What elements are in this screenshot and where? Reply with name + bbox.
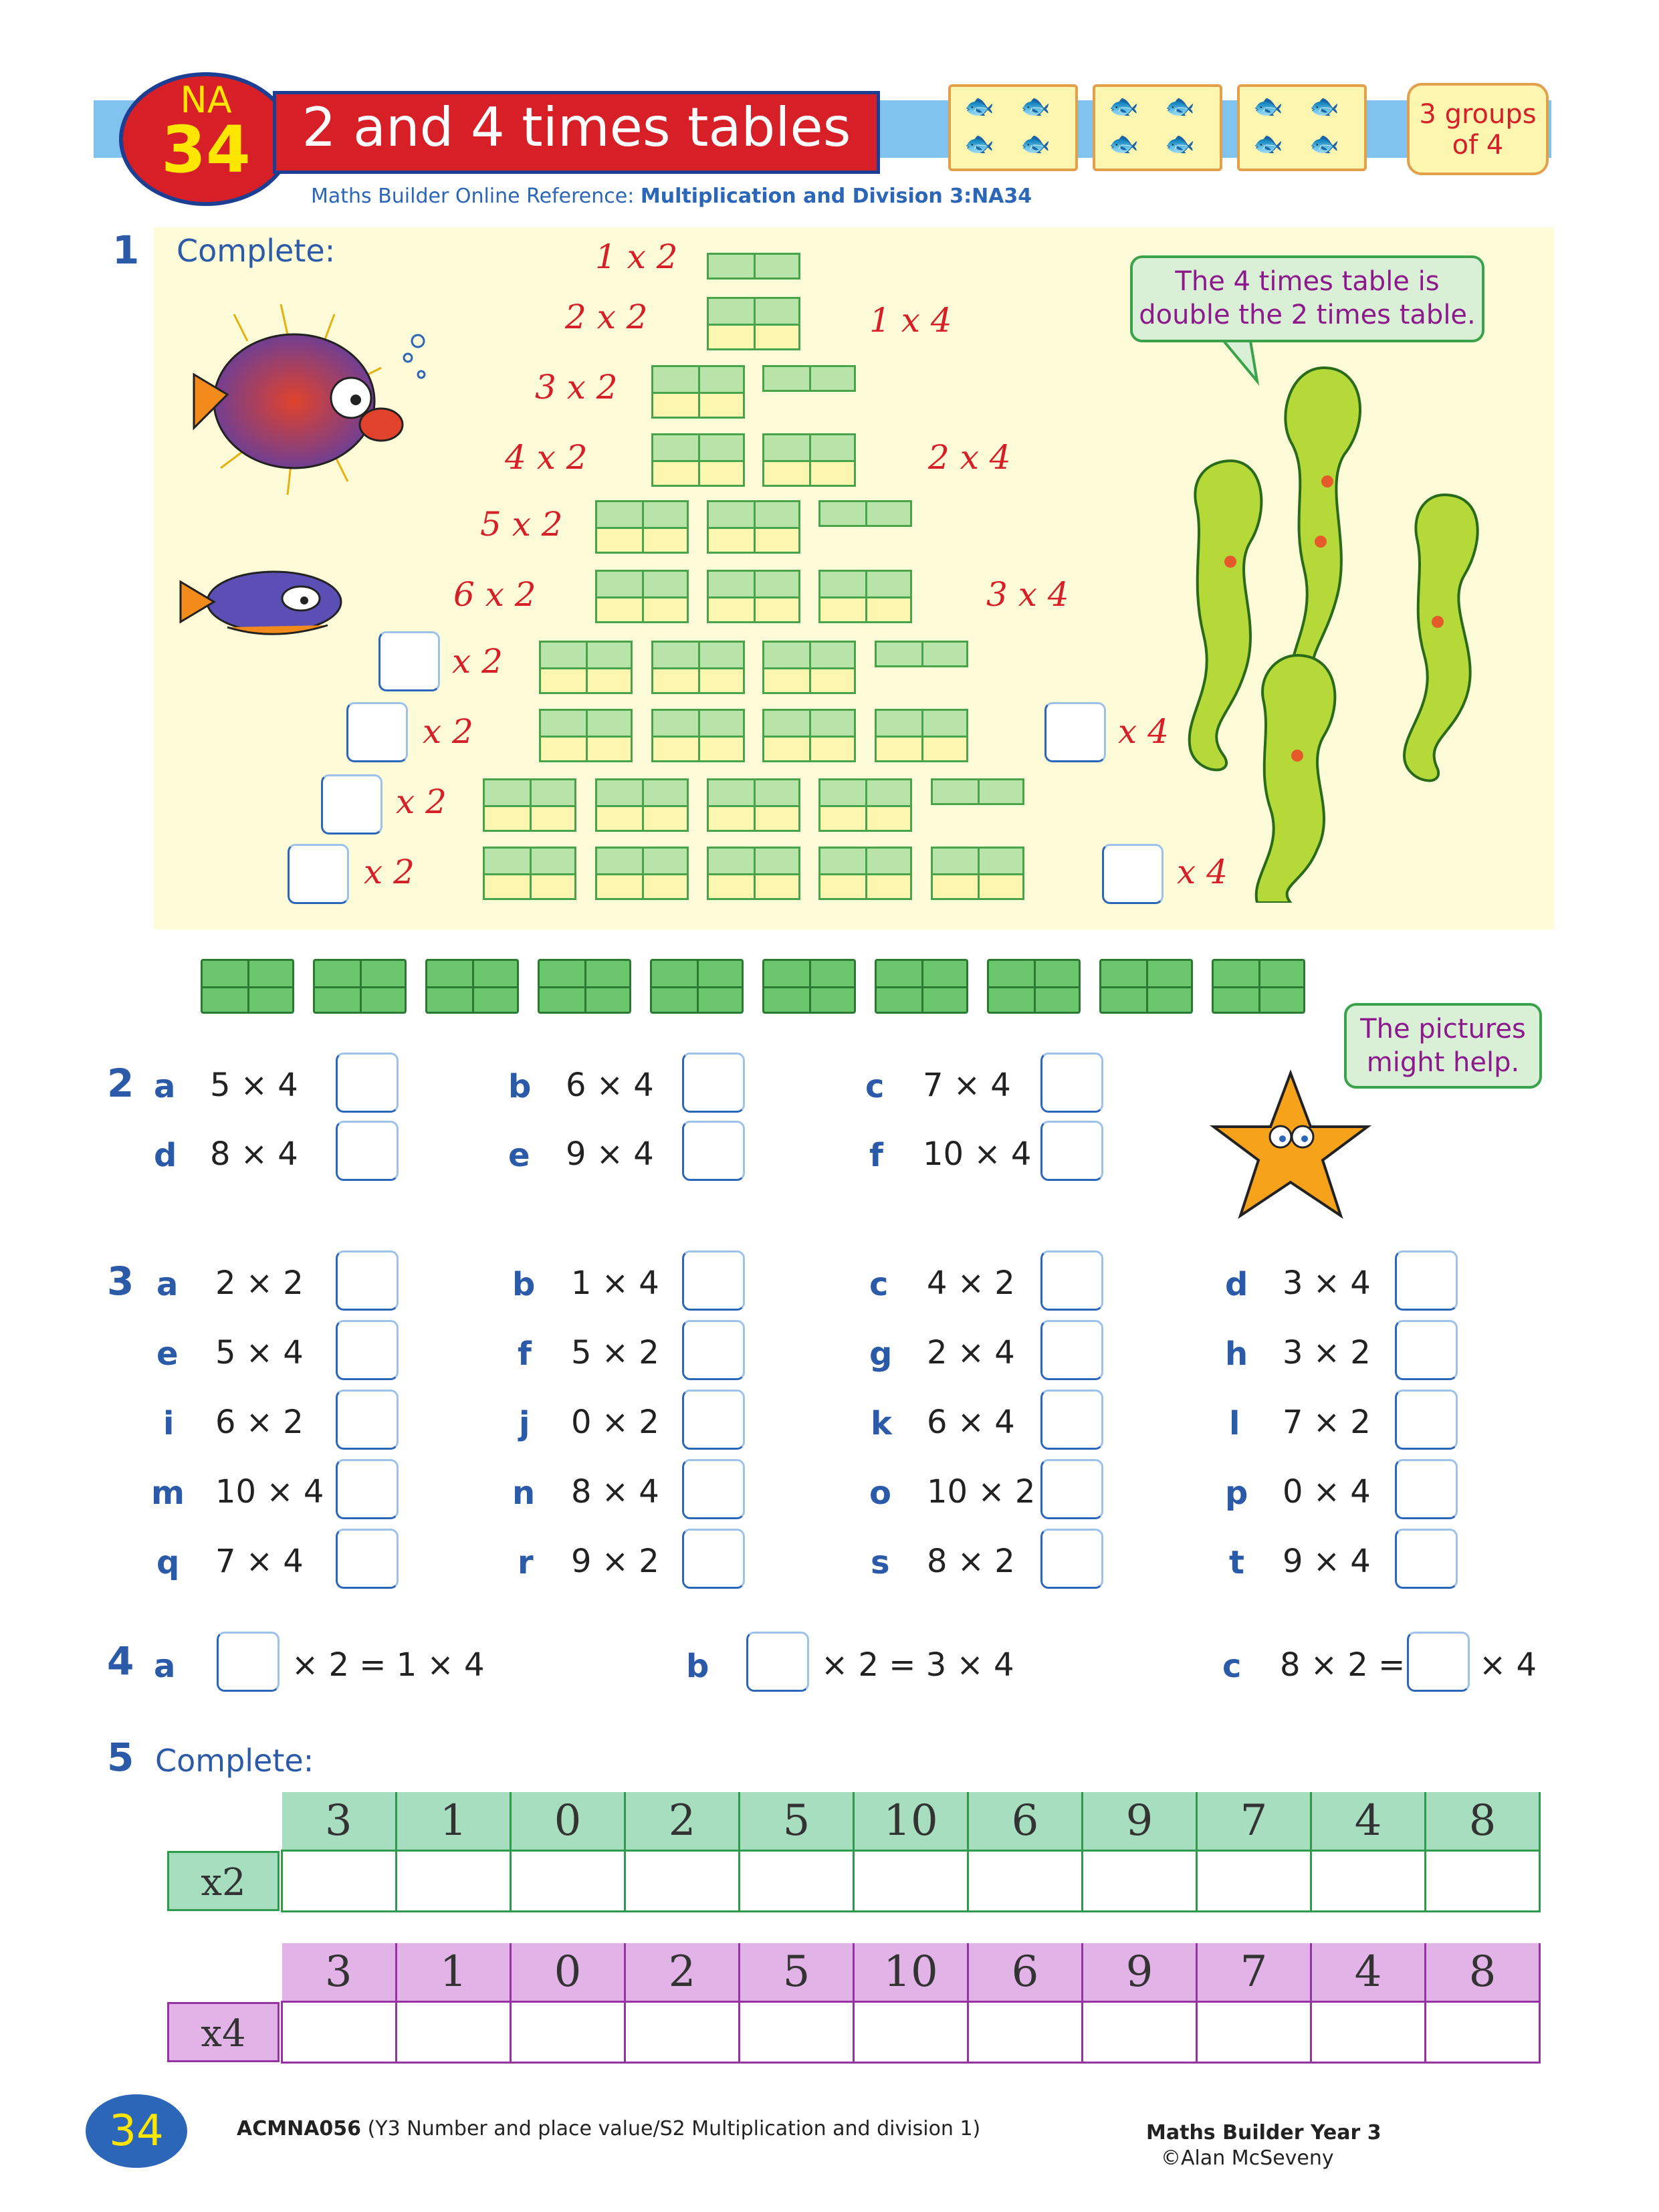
q3-expr-f: 5 × 2 (571, 1334, 659, 1371)
fish-icon: 🐟 (1165, 93, 1195, 120)
times2-table (281, 1792, 1541, 1912)
groups-label-line2: of 4 (1452, 130, 1504, 160)
fish-icon: 🐟 (1309, 93, 1339, 120)
times-label-6x2: 6 x 2 (453, 575, 536, 614)
times4-answer-cell[interactable] (1197, 2002, 1311, 2063)
pair-block (762, 709, 856, 762)
times4-header-cell: 2 (625, 1943, 740, 2002)
times-answer-box-8[interactable] (346, 702, 408, 762)
fish-group-3 (1237, 84, 1367, 171)
times-label-1x2: 1 x 2 (595, 237, 678, 276)
times2-header-cell: 1 (397, 1792, 511, 1851)
q3-answer-r[interactable] (682, 1529, 745, 1589)
q3-label-d: d (1225, 1266, 1248, 1303)
times2-answer-cell[interactable] (511, 1851, 625, 1912)
pufferfish-illustration (181, 301, 435, 502)
q3-label-a: a (156, 1266, 179, 1303)
times4-answer-cell[interactable] (1426, 2002, 1540, 2063)
q3-label-n: n (512, 1474, 536, 1512)
green-pair-bar (650, 959, 744, 1014)
times2-answer-cell[interactable] (1197, 1851, 1311, 1912)
q3-expr-q: 7 × 4 (215, 1543, 304, 1580)
pair-block (875, 709, 968, 762)
pair-block (931, 847, 1024, 900)
times-label-4x2: 4 x 2 (505, 438, 588, 477)
times4-answer-box-4[interactable] (1044, 702, 1106, 762)
fish-group-1 (948, 84, 1078, 171)
question-1-number: 1 (112, 227, 140, 273)
green-pair-bar (1099, 959, 1193, 1014)
times-answer-box-9[interactable] (321, 774, 382, 835)
fish-icon: 🐟 (1020, 130, 1050, 158)
green-pair-bar (313, 959, 407, 1014)
pair-block (762, 433, 856, 487)
green-pair-bar (201, 959, 294, 1014)
pair-block (595, 570, 689, 623)
q3-answer-c[interactable] (1040, 1250, 1103, 1311)
times4-row-label: x4 (167, 2002, 280, 2062)
q3-answer-t[interactable] (1395, 1529, 1458, 1589)
pair-block (707, 297, 800, 350)
q3-label-h: h (1225, 1335, 1248, 1373)
reference-prefix: Maths Builder Online Reference: (311, 185, 635, 208)
q3-label-p: p (1225, 1474, 1248, 1512)
times-label-5x2: 5 x 2 (480, 505, 563, 544)
starfish-bubble-line-1: The pictures (1360, 1014, 1526, 1044)
q3-expr-k: 6 × 4 (927, 1404, 1015, 1441)
pair-block-top (707, 253, 800, 280)
green-pair-bar (1212, 959, 1305, 1014)
q3-answer-f[interactable] (682, 1320, 745, 1380)
q3-expr-l: 7 × 2 (1283, 1404, 1371, 1441)
pair-block (595, 847, 689, 900)
q3-expr-c: 4 × 2 (927, 1264, 1015, 1302)
pair-block-top (818, 500, 912, 527)
times2-answer-cell[interactable] (397, 1851, 511, 1912)
times-answer-box-10[interactable] (288, 844, 349, 904)
q3-expr-h: 3 × 2 (1283, 1334, 1371, 1371)
q2-label-a: a (154, 1068, 176, 1105)
q2-expr-c: 7 × 4 (923, 1067, 1011, 1104)
book-title: Maths Builder Year 3 (1146, 2121, 1381, 2144)
q3-label-q: q (156, 1544, 180, 1581)
times4-answer-cell[interactable] (1083, 2002, 1197, 2063)
pair-block (483, 847, 576, 900)
times2-header-cell: 9 (1083, 1792, 1197, 1851)
times2-header-cell: 0 (511, 1792, 625, 1851)
q3-answer-o[interactable] (1040, 1459, 1103, 1519)
times2-header-cell: 6 (968, 1792, 1083, 1851)
q3-expr-n: 8 × 4 (571, 1473, 659, 1511)
pair-block (651, 709, 745, 762)
times4-header-cell: 6 (968, 1943, 1083, 2002)
times4-answer-cell[interactable] (968, 2002, 1083, 2063)
q2-answer-c[interactable] (1040, 1053, 1103, 1113)
q2-label-f: f (869, 1137, 883, 1174)
times2-answer-cell[interactable] (1083, 1851, 1197, 1912)
q4-expr-a: × 2 = 1 × 4 (292, 1646, 485, 1684)
fish-icon: 🐟 (1165, 130, 1195, 158)
q4-expr-b: × 2 = 3 × 4 (821, 1646, 1014, 1684)
starfish-illustration (1204, 1063, 1377, 1224)
q3-expr-a: 2 × 2 (215, 1264, 304, 1302)
pair-block (707, 570, 800, 623)
q3-label-s: s (871, 1544, 890, 1581)
times4-answer-cell[interactable] (854, 2002, 968, 2063)
pair-block (483, 778, 576, 832)
pair-block (595, 500, 689, 554)
copyright: ©Alan McSeveny (1161, 2146, 1334, 2170)
q3-answer-k[interactable] (1040, 1390, 1103, 1450)
times2-answer-cell[interactable] (1426, 1851, 1540, 1912)
times4-answer-cell[interactable] (1311, 2002, 1426, 2063)
pair-block-top (762, 365, 856, 392)
q3-label-o: o (869, 1474, 891, 1512)
times-label-x2: x 2 (423, 712, 473, 751)
q3-answer-j[interactable] (682, 1390, 745, 1450)
fish-icon: 🐟 (1309, 130, 1339, 158)
times2-header-cell: 2 (625, 1792, 740, 1851)
online-reference (311, 185, 1032, 208)
q2-expr-e: 9 × 4 (566, 1135, 654, 1173)
q3-expr-d: 3 × 4 (1283, 1264, 1371, 1302)
starfish-bubble-line-2: might help. (1366, 1047, 1520, 1078)
q4-label-b: b (686, 1648, 709, 1685)
page-number: 34 (86, 2094, 187, 2168)
q3-expr-t: 9 × 4 (1283, 1543, 1371, 1580)
times2-answer-cell[interactable] (968, 1851, 1083, 1912)
times2-answer-cell[interactable] (740, 1851, 854, 1912)
seahorses-illustration (1123, 341, 1525, 903)
question-2-number: 2 (107, 1061, 134, 1106)
times2-answer-cell[interactable] (854, 1851, 968, 1912)
q3-label-e: e (156, 1335, 179, 1373)
q3-label-r: r (518, 1544, 534, 1581)
q4-label-c: c (1222, 1648, 1242, 1685)
pair-block (707, 778, 800, 832)
reference-value: Multiplication and Division 3:NA34 (640, 185, 1032, 208)
times2-header-cell: 8 (1426, 1792, 1540, 1851)
q3-expr-m: 10 × 4 (215, 1473, 324, 1511)
times2-header-cell: 3 (282, 1792, 397, 1851)
q4-answer-c[interactable] (1407, 1632, 1470, 1692)
times4-header-cell: 4 (1311, 1943, 1426, 2002)
q3-label-j: j (519, 1405, 530, 1442)
q3-expr-i: 6 × 2 (215, 1404, 304, 1441)
fish-icon: 🐟 (1253, 93, 1283, 120)
q3-label-c: c (869, 1266, 889, 1303)
times2-header-cell: 7 (1197, 1792, 1311, 1851)
times4-answer-cell[interactable] (511, 2002, 625, 2063)
q3-label-t: t (1229, 1544, 1244, 1581)
pair-block (818, 778, 912, 832)
times4-answer-row (282, 2002, 1540, 2063)
q3-label-k: k (871, 1405, 892, 1442)
q3-expr-g: 2 × 4 (927, 1334, 1015, 1371)
times2-answer-row (282, 1851, 1540, 1912)
badge-number: 34 (161, 112, 251, 187)
q2-expr-d: 8 × 4 (210, 1135, 298, 1173)
times2-header-row (282, 1792, 1540, 1851)
pair-block (762, 641, 856, 694)
q4-label-a: a (154, 1648, 176, 1685)
q3-label-b: b (512, 1266, 536, 1303)
pair-block-top (875, 641, 968, 667)
times-label-2x4: 2 x 4 (928, 438, 1011, 477)
times4-header-cell: 10 (854, 1943, 968, 2002)
q3-answer-e[interactable] (336, 1320, 399, 1380)
page-title: 2 and 4 times tables (302, 96, 851, 158)
pair-block (651, 641, 745, 694)
fish-group-2 (1093, 84, 1222, 171)
question-4-number: 4 (107, 1638, 134, 1684)
question-5-instruction: Complete: (155, 1743, 314, 1779)
q2-label-d: d (154, 1137, 177, 1174)
groups-label (1407, 83, 1549, 175)
q3-expr-b: 1 × 4 (571, 1264, 659, 1302)
fish-icon: 🐟 (964, 93, 994, 120)
q3-expr-j: 0 × 2 (571, 1404, 659, 1441)
q2-label-e: e (508, 1137, 530, 1174)
q2-answer-d[interactable] (336, 1121, 399, 1181)
q2-expr-f: 10 × 4 (923, 1135, 1032, 1173)
times4-header-cell: 0 (511, 1943, 625, 2002)
times2-row-label: x2 (167, 1851, 280, 1911)
times2-answer-cell[interactable] (625, 1851, 740, 1912)
times2-header-cell: 5 (740, 1792, 854, 1851)
times-label-x4: x 4 (1118, 712, 1169, 751)
times-label-1x4: 1 x 4 (869, 301, 952, 340)
times4-header-cell: 7 (1197, 1943, 1311, 2002)
q3-answer-q[interactable] (336, 1529, 399, 1589)
times4-header-cell: 8 (1426, 1943, 1540, 2002)
q4-expr-c-left: 8 × 2 = (1280, 1646, 1406, 1684)
pair-block (707, 500, 800, 554)
times-answer-box-7[interactable] (378, 631, 440, 691)
pair-block (539, 709, 633, 762)
q3-expr-e: 5 × 4 (215, 1334, 304, 1371)
pair-block (539, 641, 633, 694)
q3-expr-p: 0 × 4 (1283, 1473, 1371, 1511)
seahorse-speech-bubble (1130, 255, 1484, 342)
q3-answer-s[interactable] (1040, 1529, 1103, 1589)
bubble-line-1: The 4 times table is (1175, 266, 1440, 297)
pair-block (651, 365, 745, 419)
q2-label-b: b (508, 1068, 532, 1105)
times-label-2x2: 2 x 2 (565, 298, 648, 336)
times4-table (281, 1943, 1541, 2064)
times-label-x2: x 2 (364, 853, 415, 891)
groups-label-line1: 3 groups (1419, 99, 1537, 130)
curriculum-code-id: ACMNA056 (237, 2117, 362, 2140)
question-5-number: 5 (107, 1735, 134, 1780)
q3-label-l: l (1229, 1405, 1240, 1442)
fish-icon: 🐟 (1109, 93, 1139, 120)
q3-label-i: i (163, 1405, 175, 1442)
q3-answer-a[interactable] (336, 1250, 399, 1311)
q4-answer-a[interactable] (217, 1632, 280, 1692)
times4-answer-cell[interactable] (740, 2002, 854, 2063)
times2-answer-cell[interactable] (1311, 1851, 1426, 1912)
green-pair-bar (875, 959, 968, 1014)
pair-block-top (931, 778, 1024, 805)
times4-answer-cell[interactable] (397, 2002, 511, 2063)
q2-expr-b: 6 × 4 (566, 1067, 654, 1104)
q3-answer-m[interactable] (336, 1459, 399, 1519)
times4-header-cell: 1 (397, 1943, 511, 2002)
times4-header-cell: 9 (1083, 1943, 1197, 2002)
small-fish-illustration (174, 562, 354, 642)
fish-icon: 🐟 (1109, 130, 1139, 158)
curriculum-code-desc: (Y3 Number and place value/S2 Multiplication and division 1) (367, 2117, 981, 2140)
pair-block (595, 778, 689, 832)
times4-answer-cell[interactable] (282, 2002, 397, 2063)
q2-label-c: c (865, 1068, 885, 1105)
q3-answer-p[interactable] (1395, 1459, 1458, 1519)
green-pair-bar (987, 959, 1081, 1014)
times4-header-cell: 5 (740, 1943, 854, 2002)
q2-answer-e[interactable] (682, 1121, 745, 1181)
times2-answer-cell[interactable] (282, 1851, 397, 1912)
q3-answer-n[interactable] (682, 1459, 745, 1519)
times-label-x4: x 4 (1177, 853, 1228, 891)
badge-prefix: NA (180, 79, 232, 121)
q3-expr-r: 9 × 2 (571, 1543, 659, 1580)
q3-label-m: m (151, 1474, 185, 1512)
q2-expr-a: 5 × 4 (210, 1067, 298, 1104)
pair-block (707, 847, 800, 900)
times-label-x2: x 2 (452, 642, 503, 681)
times4-answer-cell[interactable] (625, 2002, 740, 2063)
question-3-number: 3 (107, 1258, 134, 1304)
q2-answer-b[interactable] (682, 1053, 745, 1113)
fish-icon: 🐟 (1253, 130, 1283, 158)
q4-expr-c-right: × 4 (1479, 1646, 1537, 1684)
q3-label-g: g (869, 1335, 893, 1373)
q4-answer-b[interactable] (746, 1632, 809, 1692)
times-label-3x2: 3 x 2 (535, 368, 618, 407)
q3-answer-g[interactable] (1040, 1320, 1103, 1380)
times-label-x2: x 2 (396, 782, 447, 821)
q2-answer-a[interactable] (336, 1053, 399, 1113)
green-pair-bar (425, 959, 519, 1014)
bubble-line-2: double the 2 times table. (1139, 300, 1476, 330)
fish-icon: 🐟 (1020, 93, 1050, 120)
pair-block (818, 570, 912, 623)
times4-header-cell: 3 (282, 1943, 397, 2002)
green-pair-bar (762, 959, 856, 1014)
curriculum-code (237, 2117, 980, 2140)
pair-block (818, 847, 912, 900)
q3-answer-b[interactable] (682, 1250, 745, 1311)
q3-answer-l[interactable] (1395, 1390, 1458, 1450)
fish-icon: 🐟 (964, 130, 994, 158)
times4-header-row (282, 1943, 1540, 2002)
q3-answer-h[interactable] (1395, 1320, 1458, 1380)
times-label-3x4: 3 x 4 (986, 575, 1069, 614)
question-1-instruction: Complete: (177, 233, 336, 269)
green-pair-bar (538, 959, 631, 1014)
q3-expr-o: 10 × 2 (927, 1473, 1036, 1511)
q3-answer-d[interactable] (1395, 1250, 1458, 1311)
q3-label-f: f (518, 1335, 532, 1373)
q2-answer-f[interactable] (1040, 1121, 1103, 1181)
times2-header-cell: 4 (1311, 1792, 1426, 1851)
pair-block (651, 433, 745, 487)
q3-answer-i[interactable] (336, 1390, 399, 1450)
q3-expr-s: 8 × 2 (927, 1543, 1015, 1580)
times2-header-cell: 10 (854, 1792, 968, 1851)
